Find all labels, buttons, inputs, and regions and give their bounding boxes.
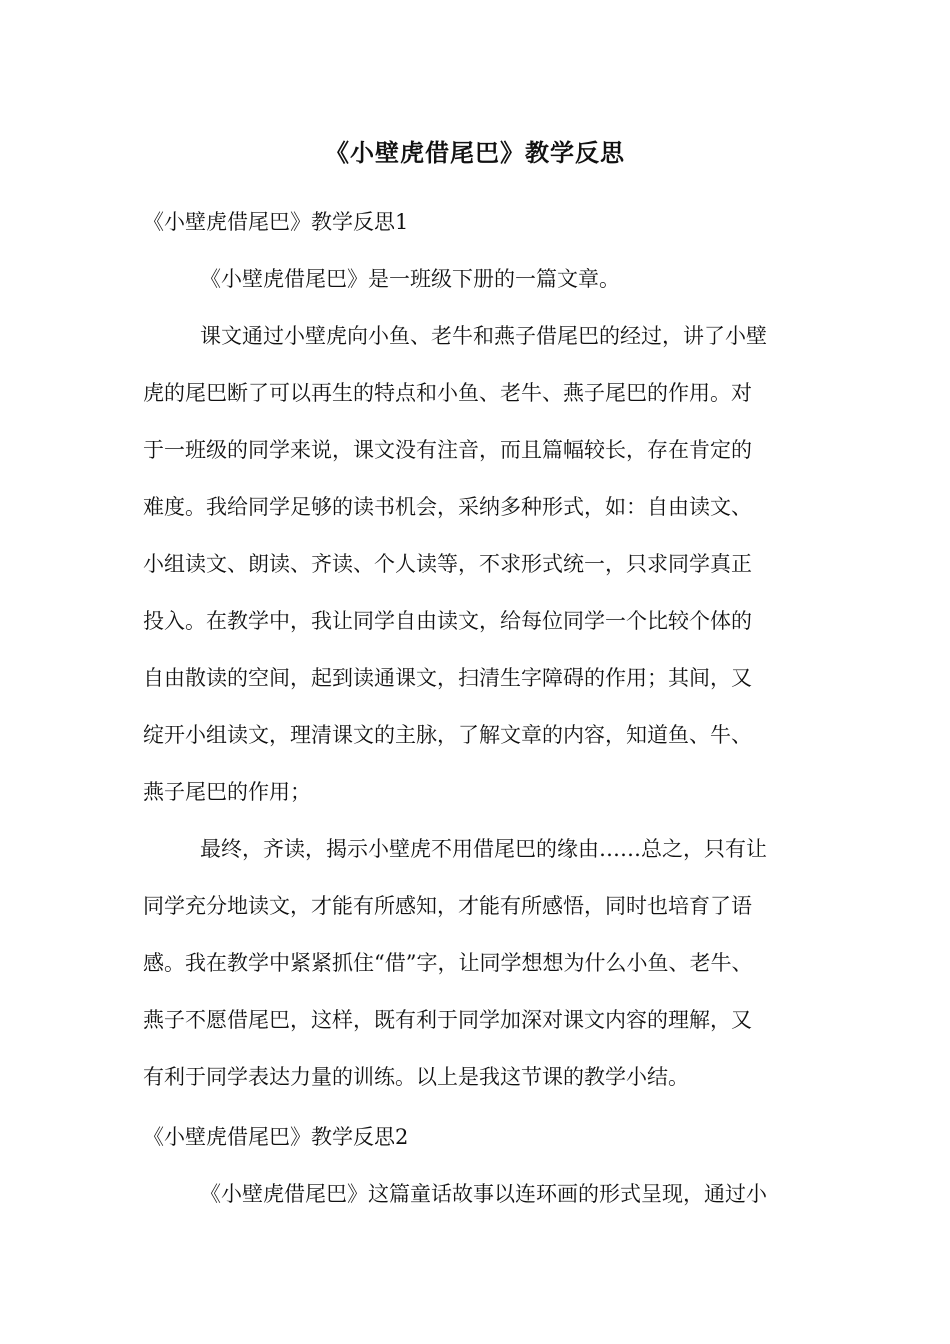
paragraph-line: 自由散读的空间，起到读通课文，扫清生字障碍的作用；其间，又 bbox=[143, 666, 752, 690]
paragraph-line: 燕子尾巴的作用； bbox=[143, 780, 311, 804]
paragraph-line: 最终，齐读，揭示小壁虎不用借尾巴的缘由……总之，只有让 bbox=[200, 837, 767, 861]
paragraph-line: 绽开小组读文，理清课文的主脉，了解文章的内容，知道鱼、牛、 bbox=[143, 723, 752, 747]
paragraph-line: 投入。在教学中，我让同学自由读文，给每位同学一个比较个体的 bbox=[143, 609, 752, 633]
paragraph-line: 难度。我给同学足够的读书机会，采纳多种形式，如：自由读文、 bbox=[143, 495, 752, 519]
section-heading-2: 《小壁虎借尾巴》教学反思2 bbox=[143, 1125, 409, 1149]
paragraph-line: 于一班级的同学来说，课文没有注音，而且篇幅较长，存在肯定的 bbox=[143, 438, 752, 462]
paragraph-line: 同学充分地读文，才能有所感知，才能有所感悟，同时也培育了语 bbox=[143, 894, 752, 918]
paragraph-line: 感。我在教学中紧紧抓住“借”字，让同学想想为什么小鱼、老牛、 bbox=[143, 951, 753, 975]
paragraph-line: 小组读文、朗读、齐读、个人读等，不求形式统一，只求同学真正 bbox=[143, 552, 752, 576]
document-title: 《小壁虎借尾巴》教学反思 bbox=[325, 138, 625, 167]
paragraph-line: 《小壁虎借尾巴》是一班级下册的一篇文章。 bbox=[200, 267, 620, 291]
paragraph-line: 课文通过小壁虎向小鱼、老牛和燕子借尾巴的经过，讲了小壁 bbox=[200, 324, 767, 348]
section-heading-1: 《小壁虎借尾巴》教学反思1 bbox=[143, 210, 409, 234]
paragraph-line: 有利于同学表达力量的训练。以上是我这节课的教学小结。 bbox=[143, 1065, 689, 1089]
paragraph-line: 《小壁虎借尾巴》这篇童话故事以连环画的形式呈现，通过小 bbox=[200, 1182, 767, 1206]
paragraph-line: 虎的尾巴断了可以再生的特点和小鱼、老牛、燕子尾巴的作用。对 bbox=[143, 381, 752, 405]
paragraph-line: 燕子不愿借尾巴，这样，既有利于同学加深对课文内容的理解，又 bbox=[143, 1008, 752, 1032]
